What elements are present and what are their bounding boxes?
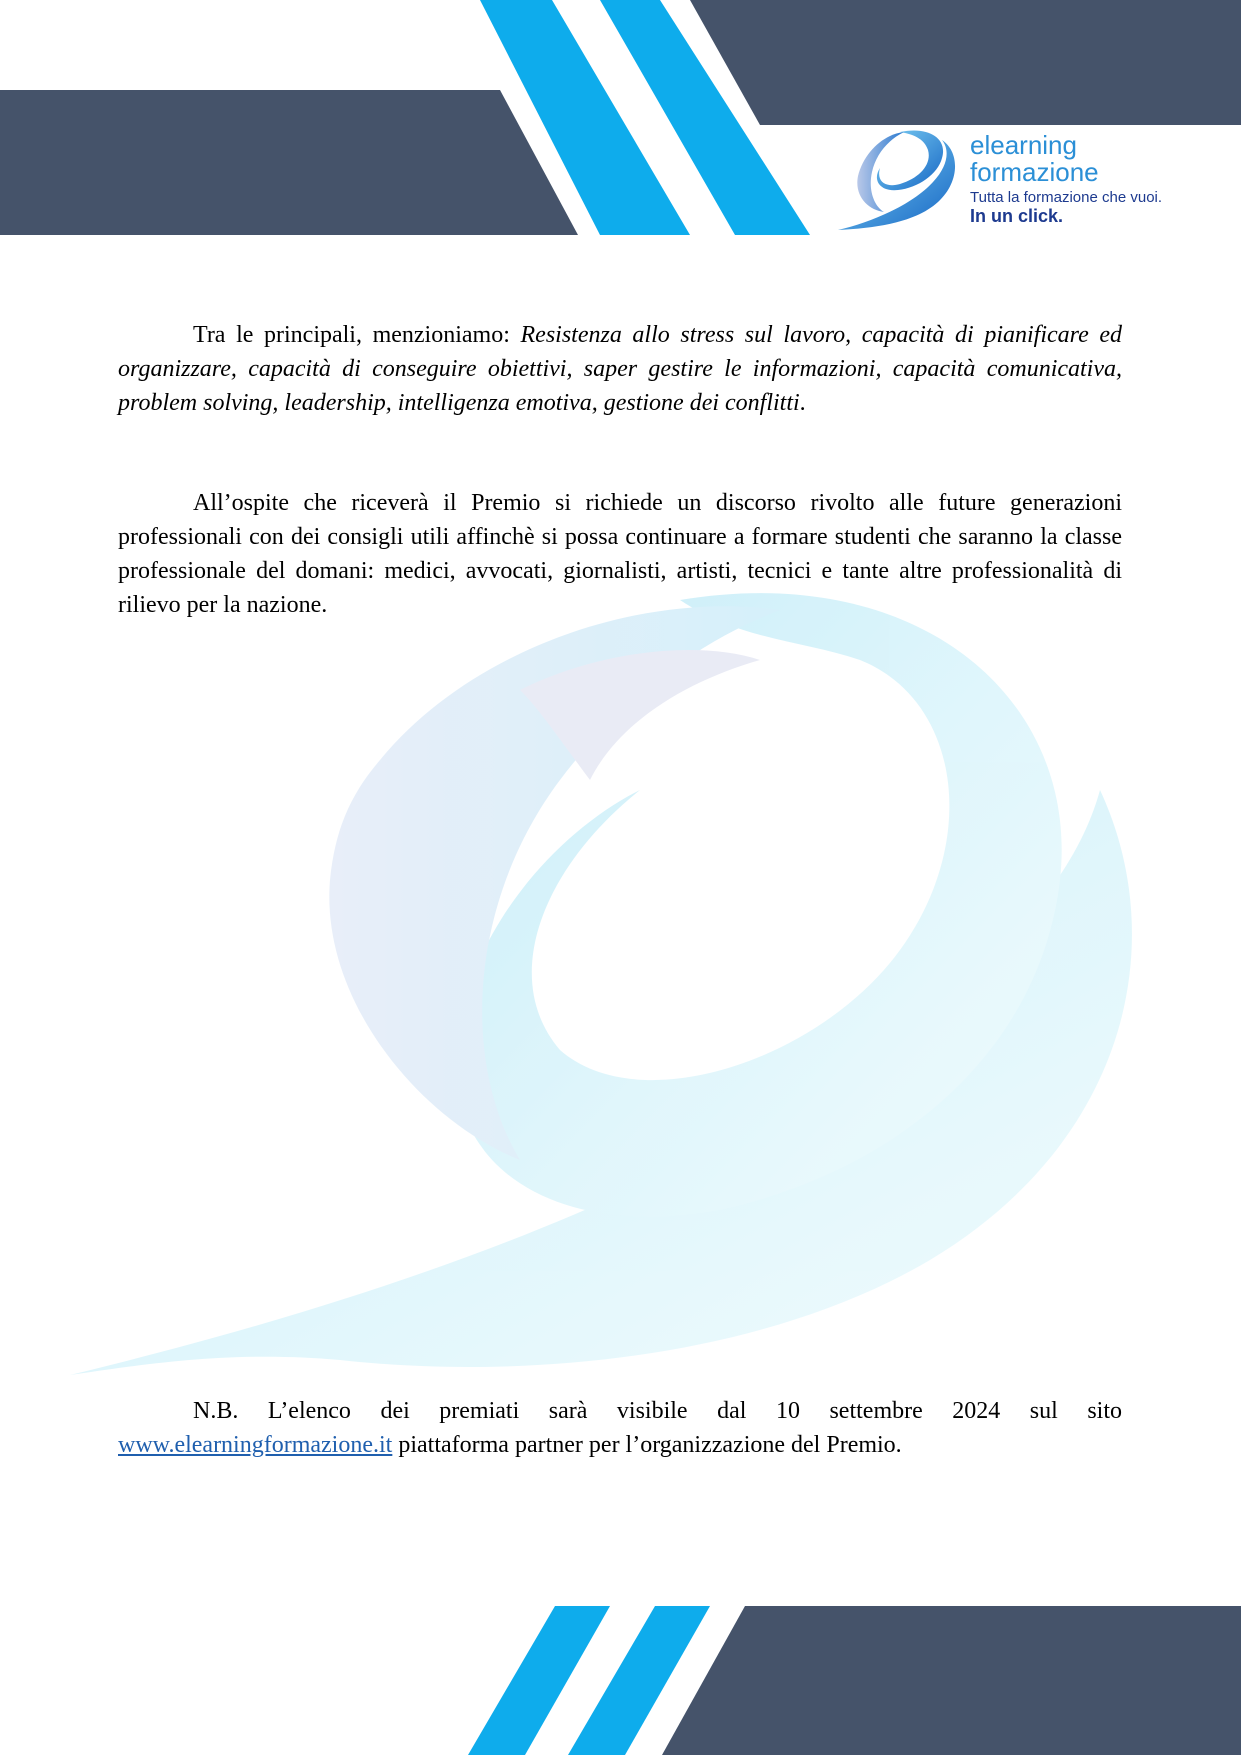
paragraph-skills-list: Resistenza allo stress sul lavoro, capacità di pianificare ed organizzare, capacità di conseguire obiettivi, saper gestire le informazioni, capacità comunicativa, problem solving, leadership, intelligenza emotiva, gestione dei conflitti xyxy=(118,322,1123,416)
header-cyan-stripe-2 xyxy=(600,0,810,235)
elearning-logo xyxy=(828,118,1168,238)
watermark-swirl xyxy=(70,593,1132,1375)
paragraph-guest-speech-text: All’ospite che riceverà il Premio si richiede un discorso rivolto alle future generazioni professionali con dei consigli utili affinchè si possa continuare a formare studenti che saranno la classe professionale del domani: medici, avvocati, giornalisti, artisti, tecnici e tante altre professionalità di rilievo per la nazione. xyxy=(118,490,1122,618)
footer-cyan-stripe-1 xyxy=(468,1606,610,1755)
header-navy-band-right xyxy=(690,0,1241,125)
paragraph-note-lead: N.B. L’elenco dei premiati sarà visibile dal 10 settembre 2024 sul sito xyxy=(193,1398,1122,1424)
logo-brand-line2: formazione xyxy=(970,157,1099,187)
footer-cyan-stripe-2 xyxy=(568,1606,710,1755)
header-navy-band-left xyxy=(0,90,578,235)
paragraph-note-text xyxy=(118,1394,1122,1462)
header-cyan-stripe-1 xyxy=(480,0,690,235)
paragraph-guest-speech xyxy=(118,486,1122,622)
website-link[interactable]: www.elearningformazione.it xyxy=(118,1432,393,1458)
logo-tagline xyxy=(970,188,1170,226)
paragraph-skills-text xyxy=(118,318,1122,420)
logo-tagline-line2: In un click. xyxy=(970,206,1064,226)
logo-tagline-line1: Tutta la formazione che vuoi. xyxy=(970,189,1163,206)
paragraph-note xyxy=(118,1394,1122,1462)
logo-brand-line1: elearning xyxy=(970,130,1077,160)
paragraph-note-tail: piattaforma partner per l’organizzazione del Premio. xyxy=(392,1432,902,1458)
footer-navy-band xyxy=(662,1606,1241,1755)
paragraph-skills xyxy=(118,318,1122,420)
logo-swirl-icon xyxy=(828,124,963,234)
paragraph-skills-tail: . xyxy=(799,390,806,416)
paragraph-skills-lead: Tra le principali, menzioniamo: xyxy=(193,322,521,348)
logo-brand-name xyxy=(970,132,1099,186)
